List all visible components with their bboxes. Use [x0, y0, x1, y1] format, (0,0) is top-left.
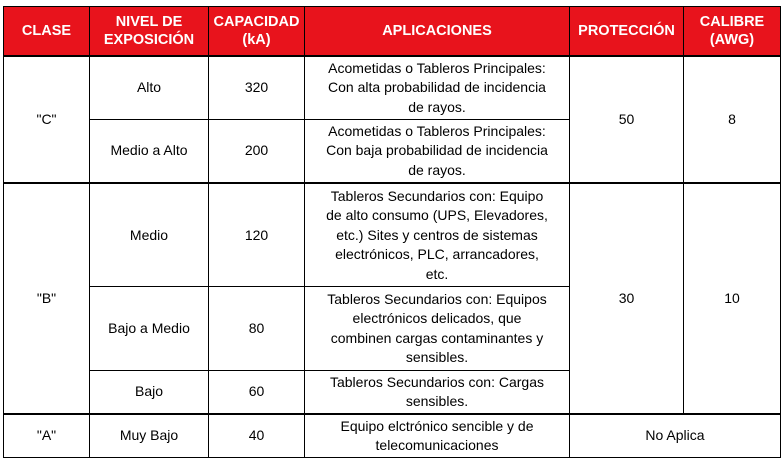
app-line: Acometidas o Tableros Principales:: [328, 122, 546, 139]
app-line: Tableros Secundarios con: Equipos: [327, 290, 547, 307]
header-capacidad-line: (kA): [242, 32, 271, 48]
app-line: de rayos.: [408, 98, 466, 115]
header-calibre-line: CALIBRE: [699, 14, 765, 30]
nivel-cell: Muy Bajo: [90, 414, 209, 457]
app-line: etc.: [425, 265, 449, 282]
aplicaciones-cell: [305, 120, 570, 184]
no-aplica-cell: No Aplica: [570, 414, 781, 457]
app-line: Tableros Secundarios con: Cargas: [329, 373, 544, 390]
app-line: Tableros Secundarios con: Equipo: [330, 187, 544, 204]
aplicaciones-cell: [305, 371, 570, 414]
header-nivel-line: EXPOSICIÓN: [103, 32, 195, 48]
capacidad-cell: 60: [209, 371, 305, 414]
header-clase: CLASE: [4, 7, 90, 57]
capacidad-cell: 120: [209, 183, 305, 287]
header-calibre-line: (AWG): [709, 32, 755, 48]
proteccion-cell: 50: [570, 56, 684, 183]
header-aplicaciones: APLICACIONES: [305, 7, 570, 57]
app-line: Acometidas o Tableros Principales:: [328, 59, 546, 76]
header-capacidad-line: CAPACIDAD: [213, 14, 300, 30]
app-line: combinen cargas contaminantes y: [330, 329, 544, 346]
clase-cell: "C": [4, 56, 90, 183]
capacidad-cell: 200: [209, 120, 305, 184]
nivel-cell: Bajo: [90, 371, 209, 414]
app-line: telecomunicaciones: [375, 437, 499, 454]
aplicaciones-cell: [305, 56, 570, 120]
app-line: de rayos.: [408, 161, 466, 178]
capacidad-cell: 40: [209, 414, 305, 457]
nivel-cell: Bajo a Medio: [90, 287, 209, 371]
app-line: Con alta probabilidad de incidencia: [328, 79, 546, 96]
aplicaciones-cell: [305, 414, 570, 457]
capacidad-cell: 80: [209, 287, 305, 371]
app-line: Con baja probabilidad de incidencia: [326, 142, 548, 159]
table-row: [4, 414, 781, 457]
header-nivel-line: NIVEL DE: [115, 14, 183, 30]
nivel-cell: Alto: [90, 56, 209, 120]
clase-cell: "A": [4, 414, 90, 457]
clase-cell: "B": [4, 183, 90, 414]
app-line: electrónicos, PLC, arrancadores,: [335, 246, 539, 263]
header-row: [4, 7, 781, 57]
aplicaciones-cell: [305, 183, 570, 287]
app-line: de alto consumo (UPS, Elevadores,: [326, 207, 548, 224]
capacidad-cell: 320: [209, 56, 305, 120]
header-proteccion: PROTECCIÓN: [570, 7, 684, 57]
app-line: electrónicos delicados, que: [352, 310, 522, 327]
header-nivel: [90, 7, 209, 57]
app-line: sensibles.: [405, 393, 469, 410]
table-row: [4, 183, 781, 287]
proteccion-cell: 30: [570, 183, 684, 414]
header-capacidad: [209, 7, 305, 57]
app-line: Equipo elctrónico sencible y de: [340, 417, 534, 434]
table-row: [4, 56, 781, 120]
app-line: sensibles.: [405, 349, 469, 366]
calibre-cell: 8: [684, 56, 781, 183]
nivel-cell: Medio: [90, 183, 209, 287]
nivel-cell: Medio a Alto: [90, 120, 209, 184]
app-line: etc.) Sites y centros de sistemas: [336, 226, 538, 243]
surge-protection-table: [3, 6, 781, 458]
aplicaciones-cell: [305, 287, 570, 371]
calibre-cell: 10: [684, 183, 781, 414]
header-calibre: [684, 7, 781, 57]
